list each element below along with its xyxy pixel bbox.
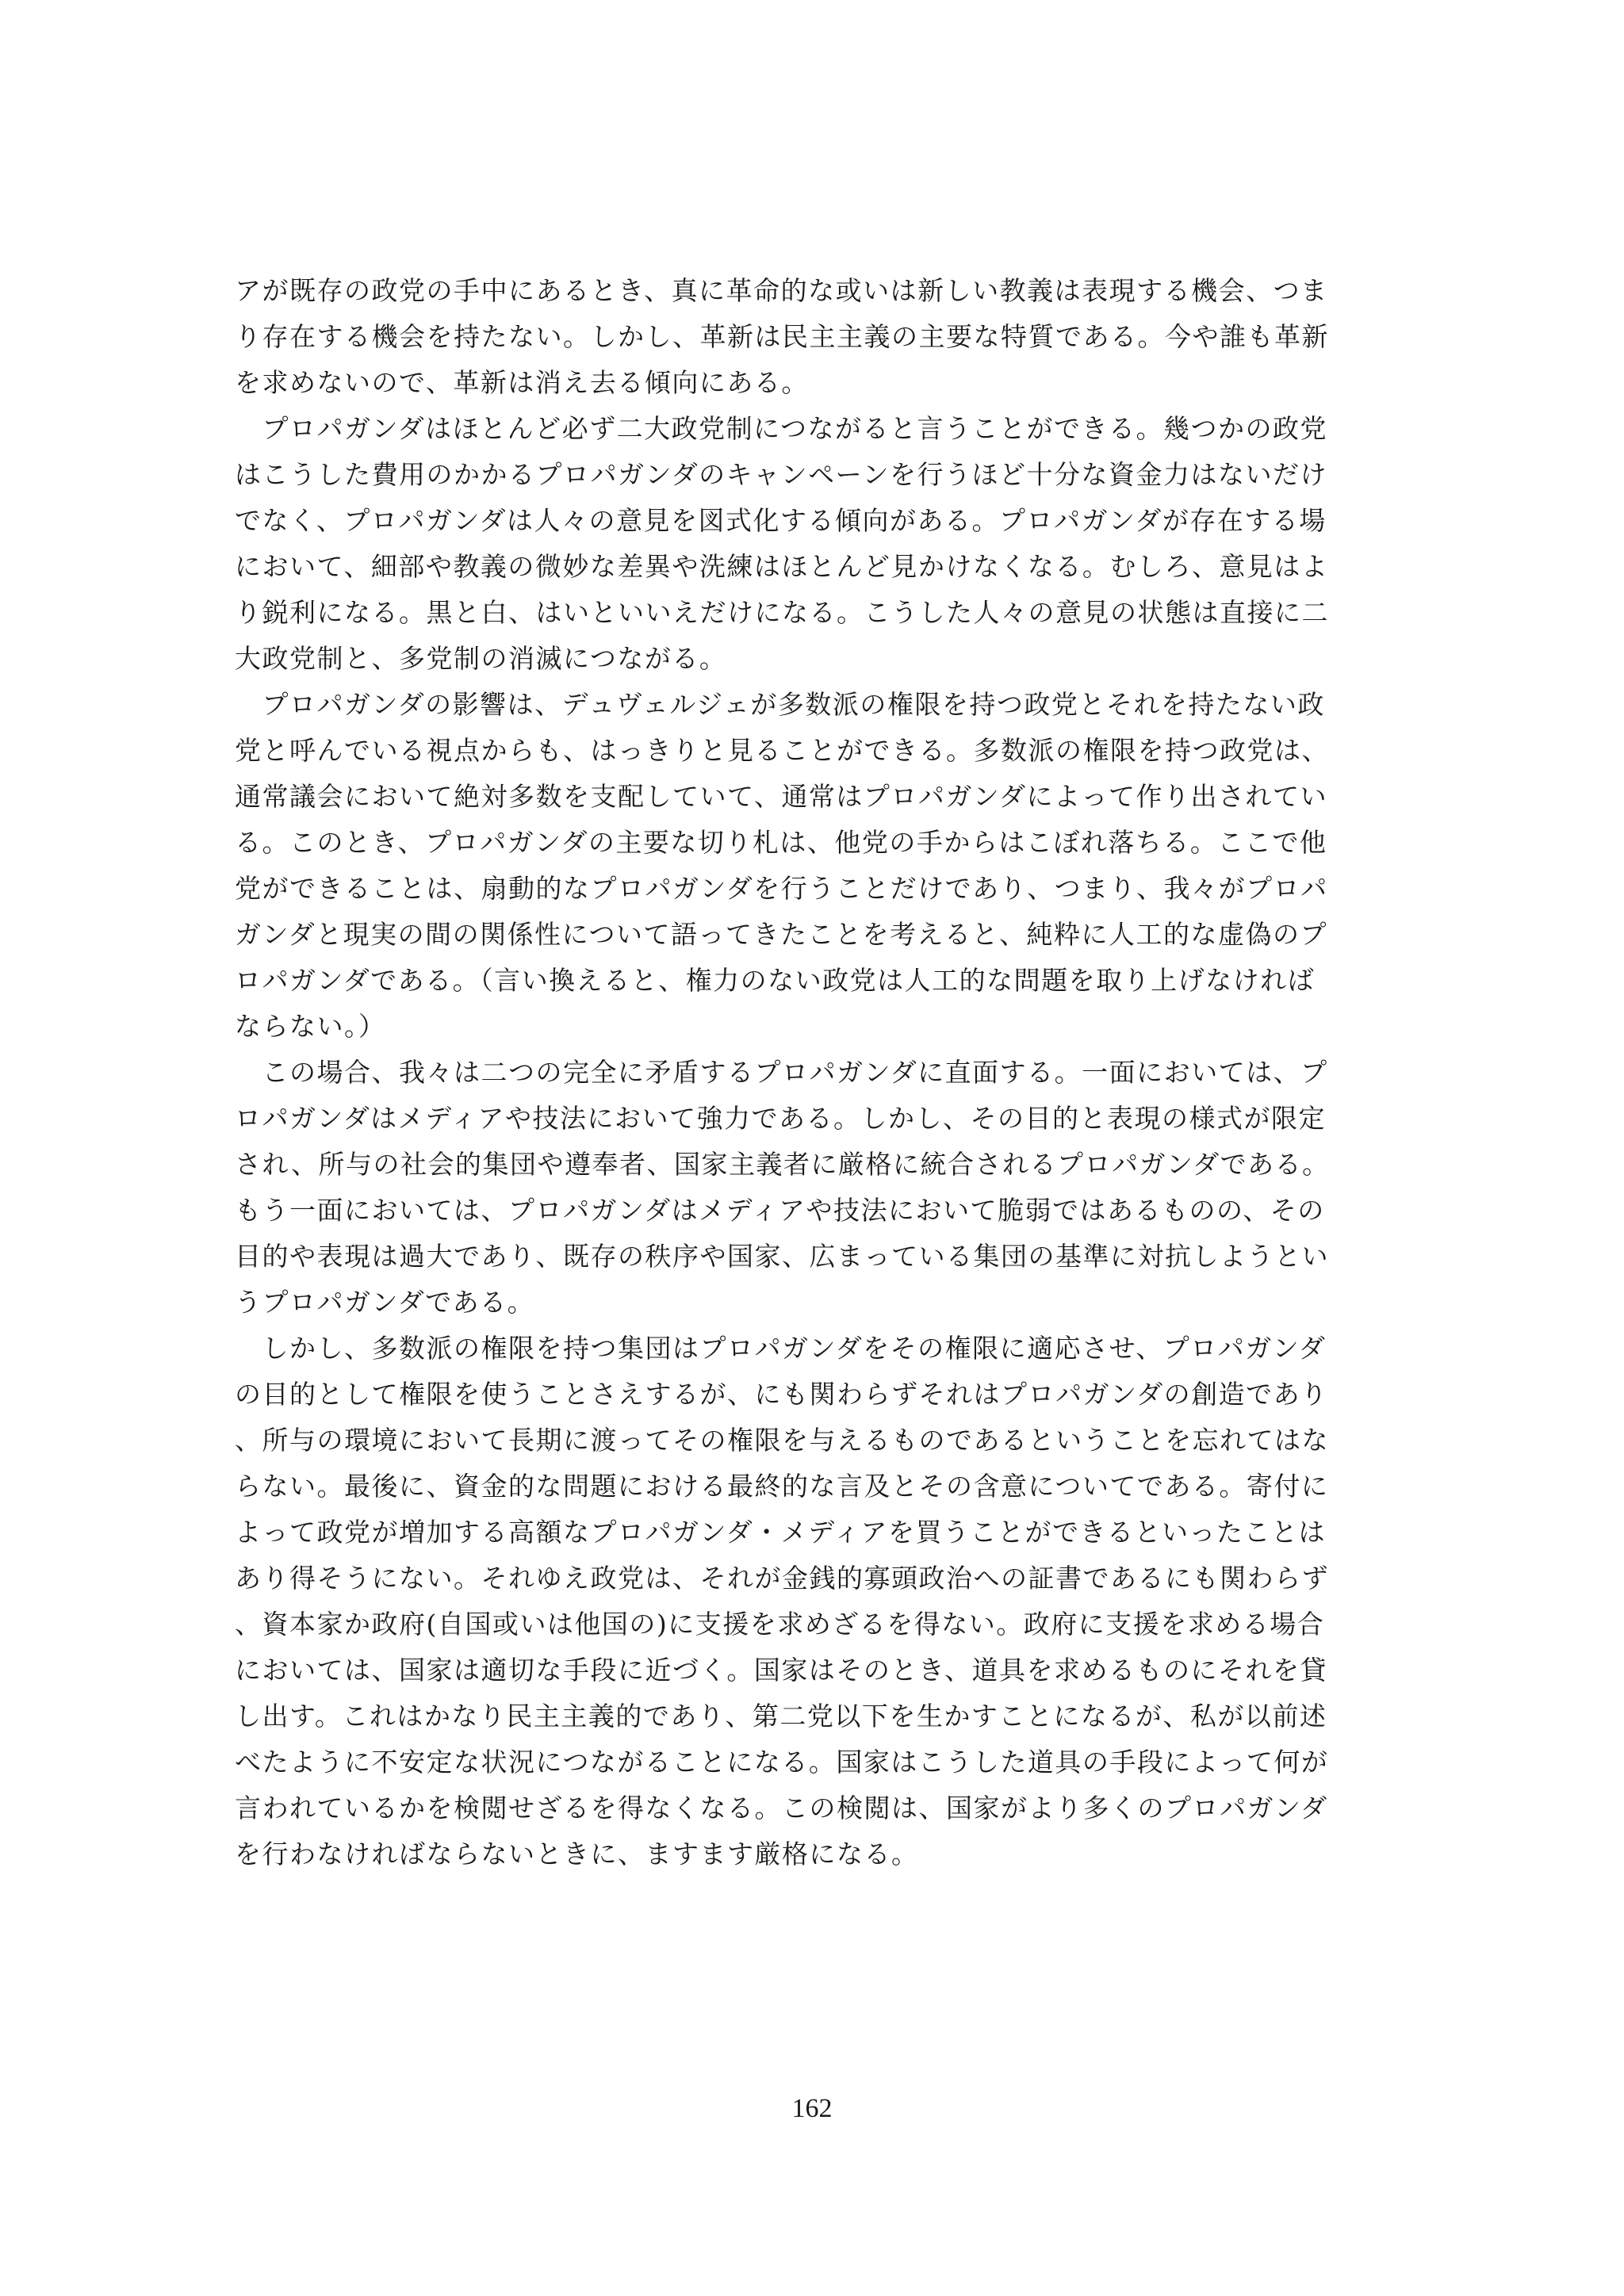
text-line: り鋭利になる。黒と白、はいといいえだけになる。こうした人々の意見の状態は直接に二 bbox=[235, 597, 1329, 628]
text-line: り存在する機会を持たない。しかし、革新は民主主義の主要な特質である。今や誰も革新 bbox=[235, 321, 1329, 352]
text-line: ガンダと現実の間の関係性について語ってきたことを考えると、純粋に人工的な虚偽のプ bbox=[235, 919, 1328, 950]
text-line: あり得そうにない。それゆえ政党は、それが金銭的寡頭政治への証書であるにも関わらず bbox=[235, 1563, 1329, 1594]
text-line: べたように不安定な状況につながることになる。国家はこうした道具の手段によって何が bbox=[235, 1747, 1329, 1777]
text-line: もう一面においては、プロパガンダはメディアや技法において脆弱ではあるものの、その bbox=[235, 1195, 1325, 1226]
text-line: はこうした費用のかかるプロパガンダのキャンペーンを行うほど十分な資金力はないだけ bbox=[235, 459, 1328, 490]
text-line: 言われているかを検閲せざるを得なくなる。この検閲は、国家がより多くのプロパガンダ bbox=[235, 1793, 1328, 1823]
text-line: され、所与の社会的集団や遵奉者、国家主義者に厳格に統合されるプロパガンダである。 bbox=[235, 1149, 1330, 1180]
text-line: 、所与の環境において長期に渡ってその権限を与えるものであるということを忘れてはな bbox=[235, 1425, 1329, 1456]
text-line: を行わなければならないときに、ますます厳格になる。 bbox=[235, 1839, 919, 1869]
text-line: でなく、プロパガンダは人々の意見を図式化する傾向がある。プロパガンダが存在する場 bbox=[235, 505, 1327, 536]
text-line: 、資本家か政府(自国或いは他国の)に支援を求めざるを得ない。政府に支援を求める場合 bbox=[235, 1609, 1325, 1640]
text-line: ロパガンダはメディアや技法において強力である。しかし、その目的と表現の様式が限定 bbox=[235, 1103, 1327, 1134]
text-line: ならない。） bbox=[235, 1011, 386, 1042]
text-line: この場合、我々は二つの完全に矛盾するプロパガンダに直面する。一面においては、プ bbox=[235, 1057, 1328, 1088]
page-number: 162 bbox=[791, 2094, 833, 2123]
text-line: し出す。これはかなり民主主義的であり、第二党以下を生かすことになるが、私が以前述 bbox=[235, 1701, 1327, 1732]
text-line: ロパガンダである。（言い換えると、権力のない政党は人工的な問題を取り上げなければ bbox=[235, 965, 1316, 996]
text-line: 大政党制と、多党制の消滅につながる。 bbox=[235, 643, 727, 674]
text-line: プロパガンダの影響は、デュヴェルジェが多数派の権限を持つ政党とそれを持たない政 bbox=[235, 689, 1325, 720]
text-line: 通常議会において絶対多数を支配していて、通常はプロパガンダによって作り出されてい bbox=[235, 781, 1328, 812]
text-line: しかし、多数派の権限を持つ集団はプロパガンダをその権限に適応させ、プロパガンダ bbox=[235, 1333, 1327, 1364]
text-line: の目的として権限を使うことさえするが、にも関わらずそれはプロパガンダの創造であり bbox=[235, 1379, 1328, 1410]
body-text bbox=[235, 268, 1389, 1877]
text-line: よって政党が増加する高額なプロパガンダ・メディアを買うことができるといったことは bbox=[235, 1517, 1327, 1548]
text-line: において、細部や教義の微妙な差異や洗練はほとんど見かけなくなる。むしろ、意見はよ bbox=[235, 551, 1329, 582]
text-line: うプロパガンダである。 bbox=[235, 1287, 535, 1318]
text-line: 党ができることは、扇動的なプロパガンダを行うことだけであり、つまり、我々がプロパ bbox=[235, 873, 1328, 904]
text-line: 目的や表現は過大であり、既存の秩序や国家、広まっている集団の基準に対抗しようとい bbox=[235, 1241, 1329, 1272]
text-line: を求めないので、革新は消え去る傾向にある。 bbox=[235, 367, 809, 398]
text-line: らない。最後に、資金的な問題における最終的な言及とその含意についてである。寄付に bbox=[235, 1471, 1329, 1502]
text-line: プロパガンダはほとんど必ず二大政党制につながると言うことができる。幾つかの政党 bbox=[235, 413, 1328, 444]
text-line: 党と呼んでいる視点からも、はっきりと見ることができる。多数派の権限を持つ政党は、 bbox=[235, 735, 1329, 766]
text-line: アが既存の政党の手中にあるとき、真に革命的な或いは新しい教義は表現する機会、つま bbox=[235, 275, 1328, 306]
text-line: る。このとき、プロパガンダの主要な切り札は、他党の手からはこぼれ落ちる。ここで他 bbox=[235, 827, 1327, 858]
text-line: においては、国家は適切な手段に近づく。国家はそのとき、道具を求めるものにそれを貸 bbox=[235, 1655, 1328, 1686]
